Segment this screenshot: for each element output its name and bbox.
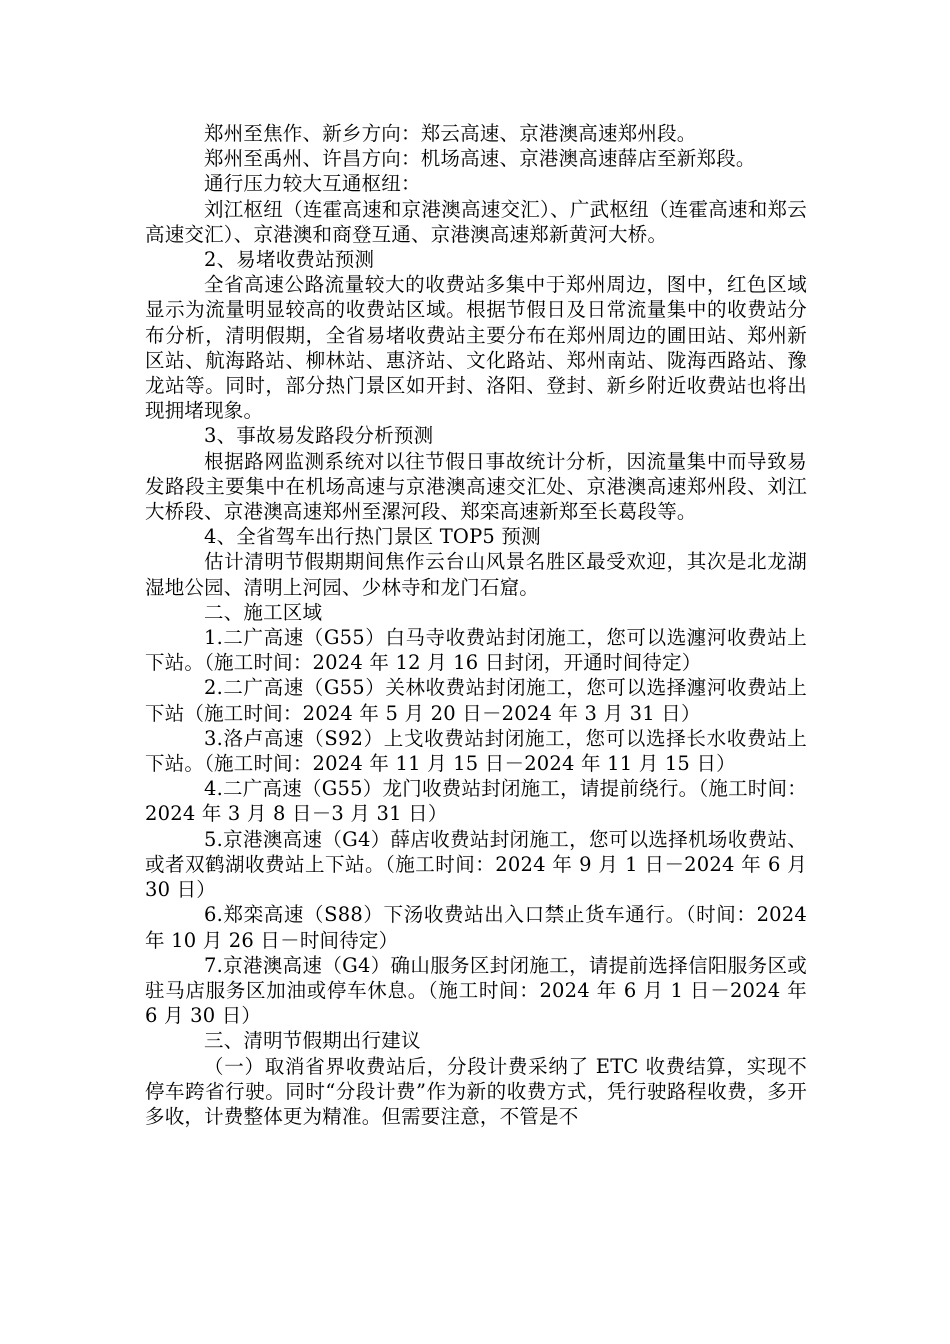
route-zhengzhou-jiaozuo: 郑州至焦作、新乡方向：郑云高速、京港澳高速郑州段。 — [204, 122, 697, 145]
section-scenic-heading: 4、全省驾车出行热门景区 TOP5 预测 — [204, 525, 541, 549]
section-travel-advice-heading: 三、清明节假期出行建议 — [204, 1029, 421, 1053]
section-construction-heading: 二、施工区域 — [204, 600, 323, 624]
construction-item-4: 4.二广高速（G55）龙门收费站封闭施工，请提前绕行。（施工时间：2024 年 3 月 8 日－3 月 31 日） — [145, 777, 807, 826]
construction-item-6: 6.郑栾高速（S88）下汤收费站出入口禁止货车通行。（时间：2024 年 10 月 26 日－时间待定） — [145, 903, 807, 952]
section-accident-heading: 3、事故易发路段分析预测 — [204, 424, 434, 448]
section-toll-prediction-heading: 2、易堵收费站预测 — [204, 248, 375, 272]
toll-prediction-body: 全省高速公路流量较大的收费站多集中于郑州周边，图中，红色区域显示为流量明显较高的收费站区域。根据节假日及日常流量集中的收费站分布分析，清明假期，全省易堵收费站主要分布在郑州周边的圃田站、郑州新区站、航海路站、柳林站、惠济站、文化路站、郑州南站、陇海西路站、豫龙站等。同时，部分热门景区如开封、洛阳、登封、新乡附近收费站也将出现拥堵现象。 — [145, 273, 807, 423]
accident-body: 根据路网监测系统对以往节假日事故统计分析，因流量集中而导致易发路段主要集中在机场高速与京港澳高速交汇处、京港澳高速郑州段、刘江大桥段、京港澳高速郑州至漯河段、郑栾高速新郑至长葛段等。 — [145, 449, 807, 524]
travel-advice-body: （一）取消省界收费站后，分段计费采纳了 ETC 收费结算，实现不停车跨省行驶。同时“分段计费”作为新的收费方式，凭行驶路程收费，多开多收，计费整体更为精准。但需要注意，不管是不 — [145, 1054, 807, 1128]
construction-item-1: 1.二广高速（G55）白马寺收费站封闭施工，您可以选瀍河收费站上下站。（施工时间：2024 年 12 月 16 日封闭，开通时间待定） — [145, 626, 807, 675]
route-zhengzhou-yuzhou: 郑州至禹州、许昌方向：机场高速、京港澳高速薛店至新郑段。 — [204, 147, 756, 171]
construction-item-3: 3.洛卢高速（S92）上戈收费站封闭施工，您可以选择长水收费站上下站。（施工时间：2024 年 11 月 15 日－2024 年 11 月 15 日） — [145, 726, 807, 776]
hub-list: 刘江枢纽（连霍高速和京港澳高速交汇）、广武枢纽（连霍高速和郑云高速交汇）、京港澳和商登互通、京港澳高速郑新黄河大桥。 — [145, 197, 807, 246]
hub-heading: 通行压力较大互通枢纽： — [204, 172, 421, 196]
construction-item-2: 2.二广高速（G55）关林收费站封闭施工，您可以选择瀍河收费站上下站（施工时间：2024 年 5 月 20 日－2024 年 3 月 31 日） — [145, 676, 807, 725]
construction-item-5: 5.京港澳高速（G4）薛店收费站封闭施工，您可以选择机场收费站、或者双鹤湖收费站上下站。（施工时间：2024 年 9 月 1 日－2024 年 6 月 30 日） — [145, 827, 807, 902]
document-page — [145, 121, 807, 1129]
scenic-body: 估计清明节假期期间焦作云台山风景名胜区最受欢迎，其次是北龙湖湿地公园、清明上河园、少林寺和龙门石窟。 — [145, 550, 807, 599]
construction-item-7: 7.京港澳高速（G4）确山服务区封闭施工，请提前选择信阳服务区或驻马店服务区加油或停车休息。（施工时间：2024 年 6 月 1 日－2024 年 6 月 30 日） — [145, 953, 807, 1028]
